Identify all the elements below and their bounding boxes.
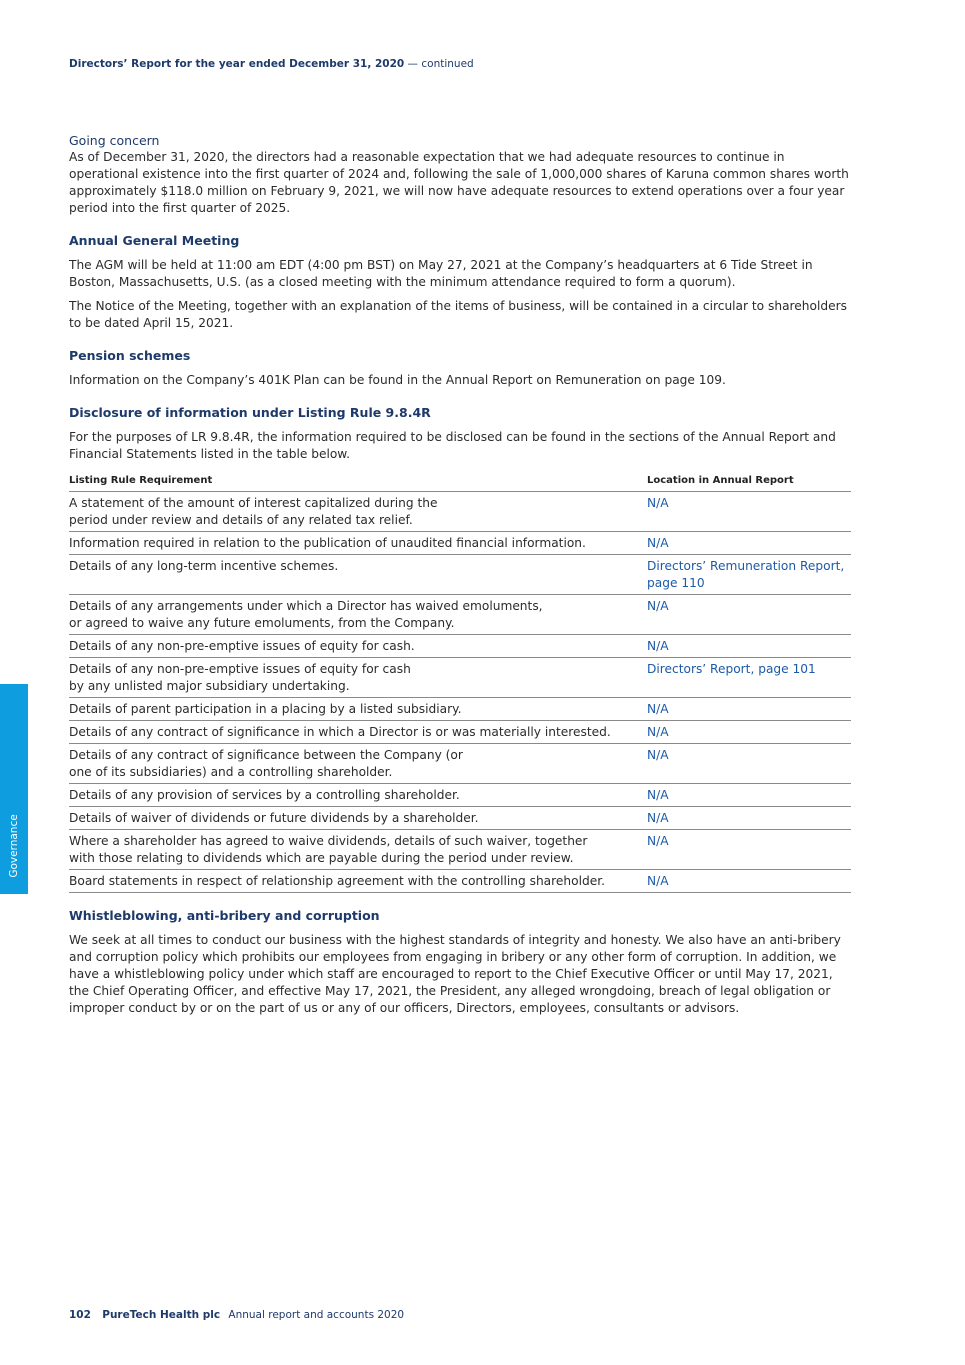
requirement-cell: Details of waiver of dividends or future dividends by a shareholder. xyxy=(69,807,647,830)
running-header xyxy=(69,58,474,70)
table-row xyxy=(69,744,851,784)
going-concern-heading: Going concern xyxy=(69,133,160,148)
requirement-cell: Details of any contract of significance in which a Director is or was materially interested. xyxy=(69,721,647,744)
table-row xyxy=(69,635,851,658)
agm-section xyxy=(69,232,851,332)
location-cell: Directors’ Remuneration Report, page 110 xyxy=(647,555,851,595)
requirement-cell: Details of any provision of services by a controlling shareholder. xyxy=(69,784,647,807)
section-side-tab xyxy=(0,684,28,894)
table-row xyxy=(69,532,851,555)
pension-body: Information on the Company’s 401K Plan can be found in the Annual Report on Remuneration on page 109. xyxy=(69,373,726,387)
requirement-cell: Details of any non-pre-emptive issues of equity for cash by any unlisted major subsidiary undertaking. xyxy=(69,658,647,698)
location-cell: N/A xyxy=(647,870,851,893)
location-cell: N/A xyxy=(647,744,851,784)
col-header-location: Location in Annual Report xyxy=(647,472,851,492)
table-row xyxy=(69,492,851,532)
header-continued: — continued xyxy=(407,58,474,70)
table-row xyxy=(69,807,851,830)
location-cell: N/A xyxy=(647,830,851,870)
footer-doc-title: Annual report and accounts 2020 xyxy=(228,1309,405,1321)
listing-rule-table xyxy=(69,472,851,893)
disclosure-heading: Disclosure of information under Listing Rule 9.8.4R xyxy=(69,405,431,420)
footer-company: PureTech Health plc xyxy=(102,1309,221,1321)
table-row xyxy=(69,830,851,870)
table-row xyxy=(69,555,851,595)
agm-paragraph-2: The Notice of the Meeting, together with an explanation of the items of business, will be contained in a circular to shareholders to be dated April 15, 2021. xyxy=(69,299,847,330)
location-cell: Directors’ Report, page 101 xyxy=(647,658,851,698)
header-title: Directors’ Report for the year ended December 31, 2020 xyxy=(69,58,405,70)
table-row xyxy=(69,721,851,744)
requirement-cell: Where a shareholder has agreed to waive dividends, details of such waiver, together with those relating to dividends which are payable during the period under review. xyxy=(69,830,647,870)
table-header-row xyxy=(69,472,851,492)
table-row xyxy=(69,698,851,721)
table-row xyxy=(69,658,851,698)
table-row xyxy=(69,784,851,807)
requirement-cell: Board statements in respect of relationship agreement with the controlling shareholder. xyxy=(69,870,647,893)
pension-section xyxy=(69,347,851,389)
requirement-cell: A statement of the amount of interest capitalized during the period under review and details of any related tax relief. xyxy=(69,492,647,532)
requirement-cell: Details of parent participation in a placing by a listed subsidiary. xyxy=(69,698,647,721)
going-concern-section xyxy=(69,132,851,217)
table-row xyxy=(69,870,851,893)
whistleblowing-section xyxy=(69,907,851,1017)
col-header-requirement: Listing Rule Requirement xyxy=(69,472,647,492)
requirement-cell: Details of any long-term incentive schemes. xyxy=(69,555,647,595)
requirement-cell: Information required in relation to the publication of unaudited financial information. xyxy=(69,532,647,555)
location-cell: N/A xyxy=(647,635,851,658)
location-cell: N/A xyxy=(647,595,851,635)
location-cell: N/A xyxy=(647,698,851,721)
pension-heading: Pension schemes xyxy=(69,348,191,363)
requirement-cell: Details of any arrangements under which a Director has waived emoluments, or agreed to waive any future emoluments, from the Company. xyxy=(69,595,647,635)
going-concern-body: As of December 31, 2020, the directors had a reasonable expectation that we had adequate resources to continue in operational existence into the first quarter of 2024 and, following the sale of 1,000,000 shares of Karuna common shares worth approximately $118.0 million on February 9, 2021, we will now have adequate resources to extend operations over a four year period into the first quarter of 2025. xyxy=(69,150,849,215)
table-body xyxy=(69,492,851,893)
side-tab-label: Governance xyxy=(8,814,20,878)
agm-paragraph-1: The AGM will be held at 11:00 am EDT (4:00 pm BST) on May 27, 2021 at the Company’s headquarters at 6 Tide Street in Boston, Massachusetts, U.S. (as a closed meeting with the minimum attendance required to form a quorum). xyxy=(69,258,813,289)
location-cell: N/A xyxy=(647,492,851,532)
location-cell: N/A xyxy=(647,784,851,807)
whistleblowing-heading: Whistleblowing, anti-bribery and corruption xyxy=(69,908,380,923)
location-cell: N/A xyxy=(647,532,851,555)
whistleblowing-body: We seek at all times to conduct our business with the highest standards of integrity and honesty. We also have an anti-bribery and corruption policy which prohibits our employees from engaging in bribery or any other form of corruption. In addition, we have a whistleblowing policy under which staff are encouraged to report to the Chief Executive Officer or until May 17, 2021, the Chief Operating Officer, and effective May 17, 2021, the President, any alleged wrongdoing, breach of legal obligation or improper conduct by or on the part of us or any of our officers, Directors, employees, consultants or advisors. xyxy=(69,933,841,1015)
page-number: 102 xyxy=(69,1309,91,1321)
requirement-cell: Details of any contract of significance between the Company (or one of its subsidiaries) and a controlling shareholder. xyxy=(69,744,647,784)
page-content xyxy=(69,132,851,1032)
agm-heading: Annual General Meeting xyxy=(69,233,240,248)
location-cell: N/A xyxy=(647,721,851,744)
requirement-cell: Details of any non-pre-emptive issues of equity for cash. xyxy=(69,635,647,658)
disclosure-body: For the purposes of LR 9.8.4R, the information required to be disclosed can be found in the sections of the Annual Report and Financial Statements listed in the table below. xyxy=(69,430,836,461)
page-footer xyxy=(69,1309,404,1321)
location-cell: N/A xyxy=(647,807,851,830)
disclosure-section xyxy=(69,404,851,893)
table-row xyxy=(69,595,851,635)
